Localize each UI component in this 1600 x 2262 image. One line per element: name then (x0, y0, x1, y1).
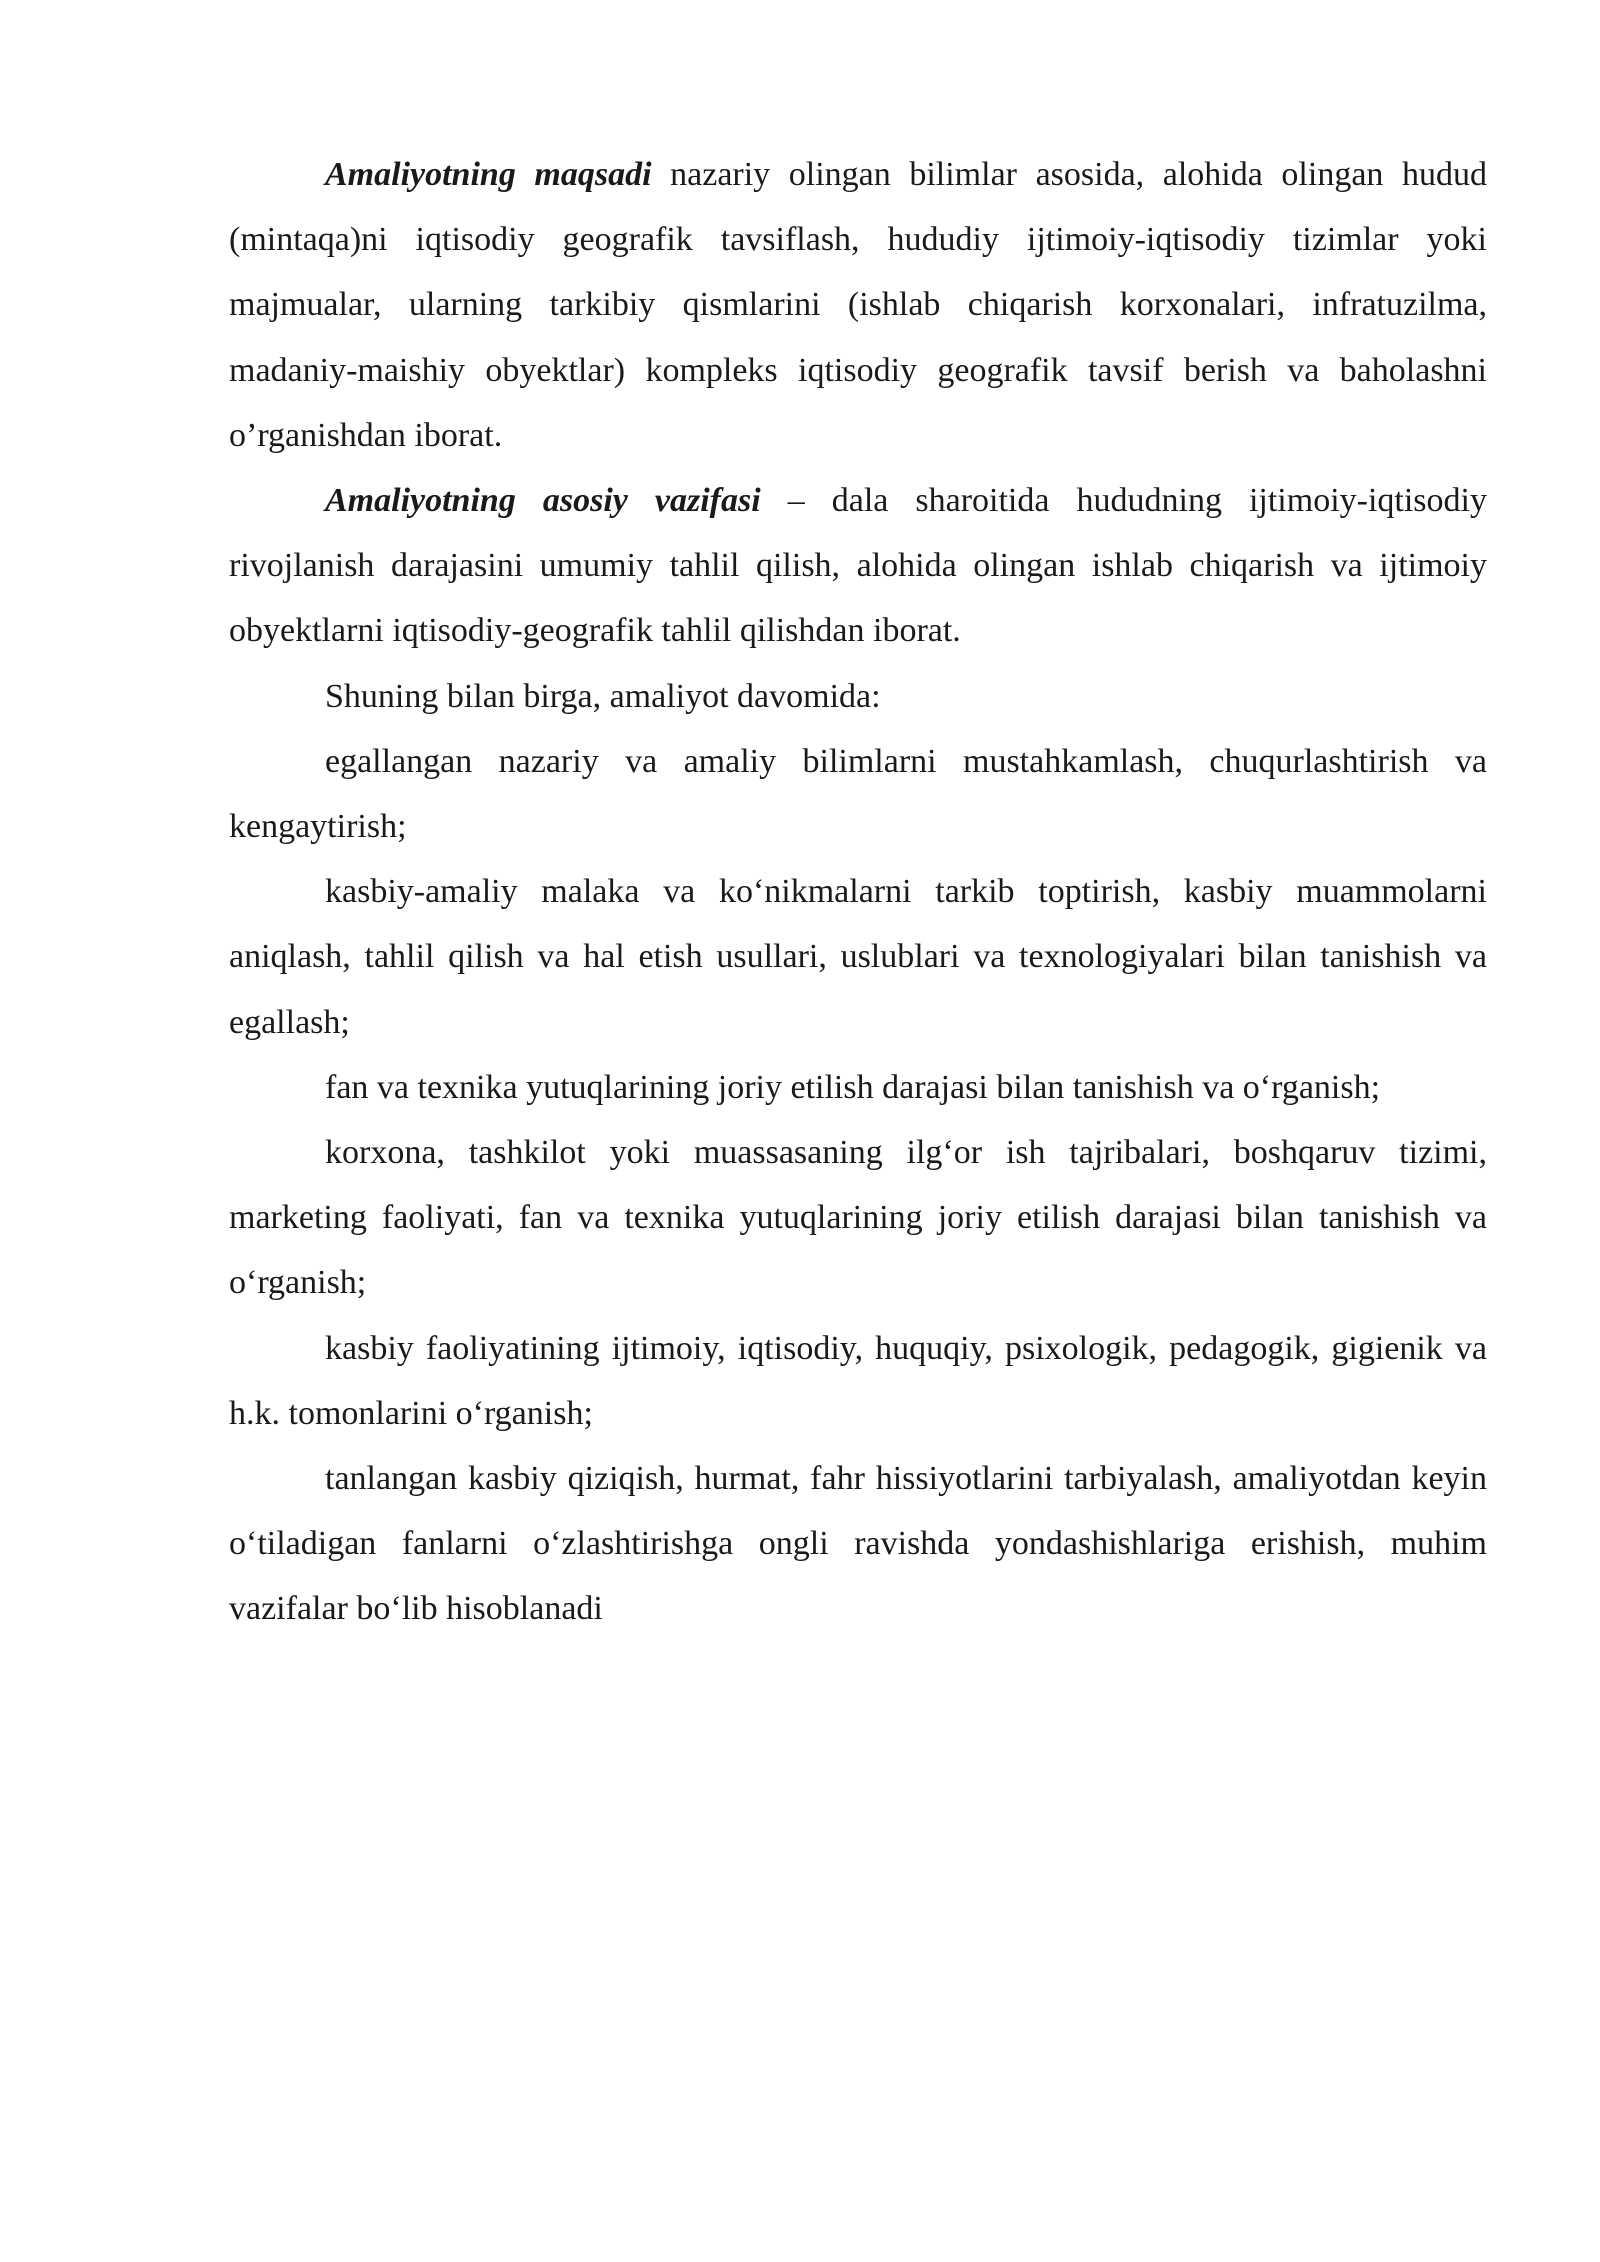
paragraph-lead: Amaliyotning asosiy vazifasi (325, 482, 761, 520)
paragraph-text: – dala sharoitida hududning ijtimoiy-iqtisodiy rivojlanish darajasini umumiy tahlil qilish, alohida olingan ishlab chiqarish va ijtimoiy obyektlarni iqtisodiy-geografik tahlil qilishdan iborat. (229, 482, 1487, 650)
paragraph-task-item (229, 1120, 1487, 1316)
paragraph-text: korxona, tashkilot yoki muassasaning ilg‘or ish tajribalari, boshqaruv tizimi, marketing faoliyati, fan va texnika yutuqlarining joriy etilish darajasi bilan tanishish va o‘rganish; (229, 1134, 1487, 1302)
paragraph-text: Shuning bilan birga, amaliyot davomida: (325, 677, 881, 715)
paragraph-purpose (229, 142, 1487, 468)
paragraph-task-item (229, 1316, 1487, 1446)
paragraph-task-item (229, 729, 1487, 859)
paragraph-text: kasbiy faoliyatining ijtimoiy, iqtisodiy, huquqiy, psixologik, pedagogik, gigienik va h.k. tomonlarini o‘rganish; (229, 1329, 1487, 1432)
paragraph-task-item (229, 859, 1487, 1055)
paragraph-task-item (229, 1446, 1487, 1642)
paragraph-lead: Amaliyotning maqsadi (325, 156, 652, 193)
paragraph-text: tanlangan kasbiy qiziqish, hurmat, fahr hissiyotlarini tarbiyalash, amaliyotdan keyin o‘tiladigan fanlarni o‘zlashtirishga ongli ravishda yondashishlariga erishish, muhim vazifalar bo‘lib hisoblanadi (229, 1460, 1487, 1628)
paragraph-text: egallangan nazariy va amaliy bilimlarni mustahkamlash, chuqurlashtirish va kengaytirish; (229, 742, 1487, 846)
paragraph-task-item (229, 1055, 1487, 1120)
paragraph-intro (229, 664, 1487, 729)
document-body (229, 142, 1487, 1642)
paragraph-main-task (229, 468, 1487, 664)
paragraph-text: fan va texnika yutuqlarining joriy etilish darajasi bilan tanishish va o‘rganish; (325, 1068, 1381, 1106)
paragraph-text: nazariy olingan bilimlar asosida, alohida olingan hudud (mintaqa)ni iqtisodiy geografik tavsiflash, hududiy ijtimoiy-iqtisodiy tizimlar yoki majmualar, ularning tarkibiy qismlarini (ishlab chiqarish korxonalari, infratuzilma, madaniy-maishiy obyektlar) kompleks iqtisodiy geografik tavsif berish va baholashni o’rganishdan iborat. (229, 156, 1487, 454)
paragraph-text: kasbiy-amaliy malaka va ko‘nikmalarni tarkib toptirish, kasbiy muammolarni aniqlash, tahlil qilish va hal etish usullari, uslublari va texnologiyalari bilan tanishish va egallash; (229, 873, 1487, 1041)
